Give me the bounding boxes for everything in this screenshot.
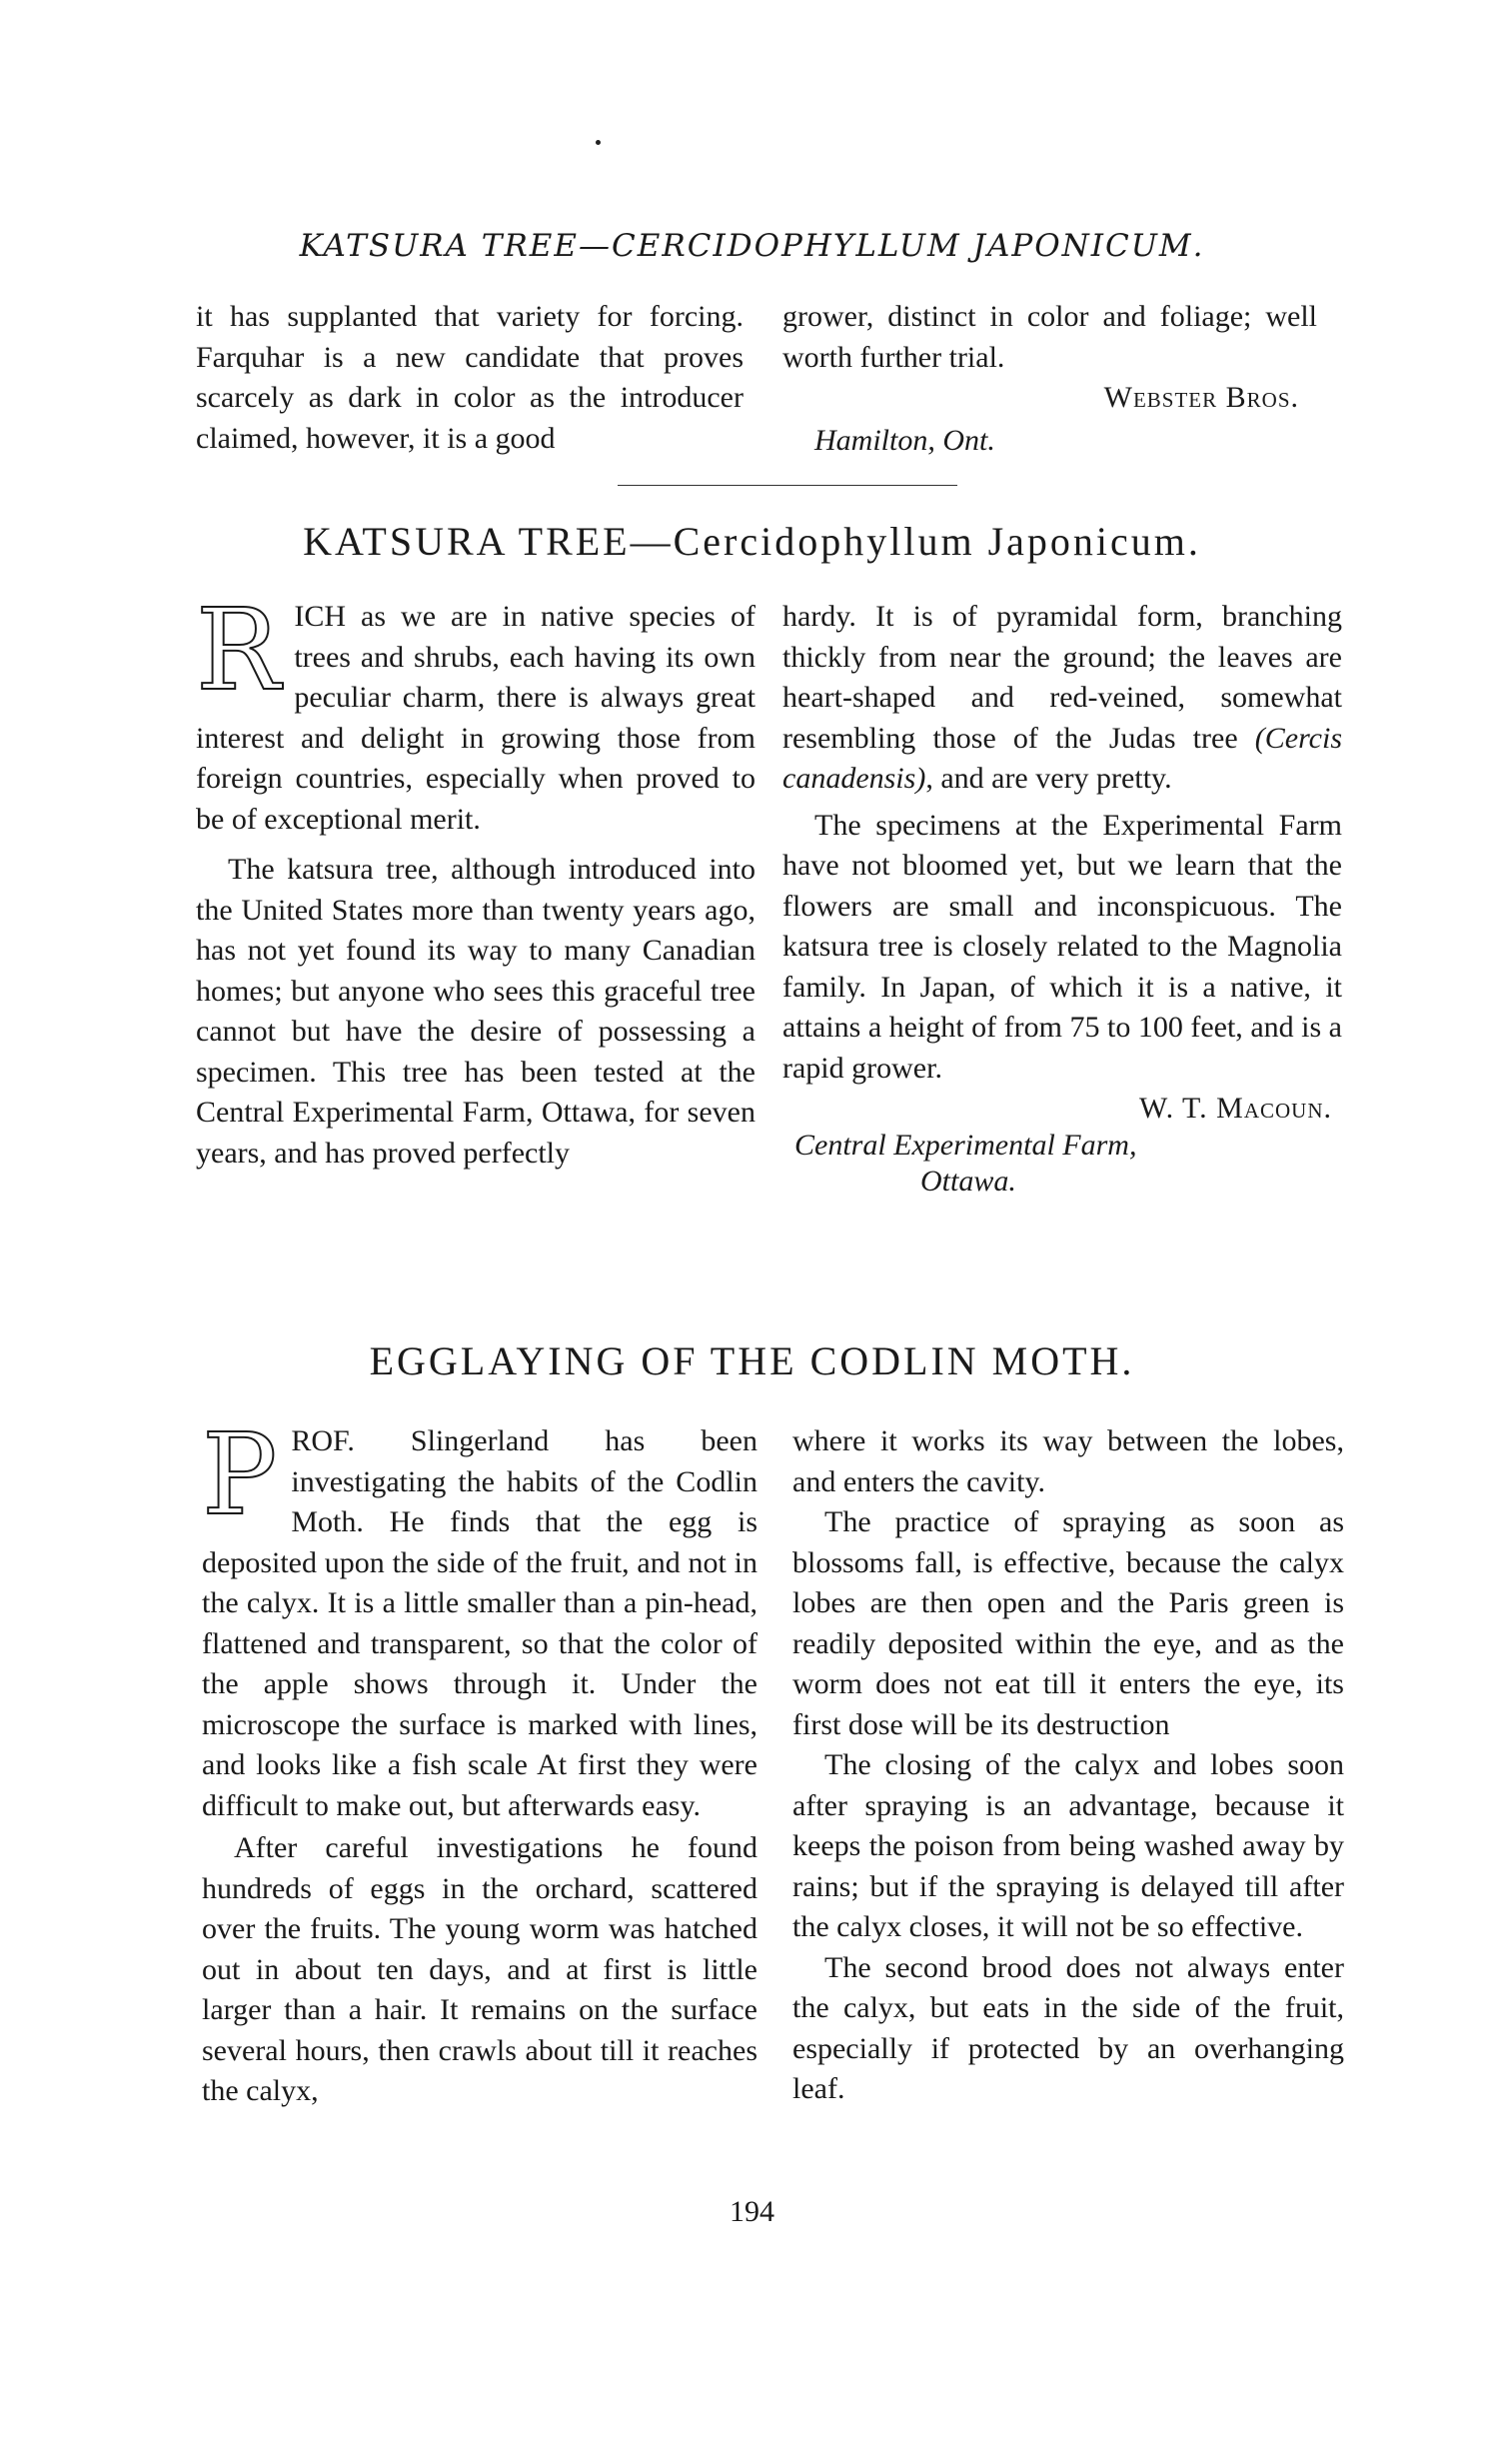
katsura-paragraph-3-end: , and are very pretty. [925,762,1172,795]
prev-article-text-end: grower, distinct in color and foliage; well worth further trial. [782,300,1317,374]
katsura-location: Ottawa. [920,1165,1016,1198]
prev-article-text: it has supplanted that variety for forcing. Farquhar is a new candidate that proves scarcely as dark in color as the introducer claimed, however, it is a good [196,300,744,455]
cercis-species: (Cercis canadensis) [782,721,1342,795]
codlin-left-column [202,1410,757,2112]
prev-article-right-column [782,297,1317,461]
katsura-left-column [196,586,755,1174]
codlin-paragraph-5: The closing of the calyx and lobes soon after spraying is an advantage, because it keeps the poison from being washed away by rains; but if the spraying is delayed till after the calyx closes, it will not be so effective. [792,1748,1344,1943]
katsura-title: KATSURA TREE—Cercidophyllum Japonicum. [303,519,1201,564]
codlin-title: EGGLAYING OF THE CODLIN MOTH. [369,1338,1135,1383]
katsura-paragraph-3-text: hardy. It is of pyramidal form, branching thickly from near the ground; the leaves are heart-shaped and red-veined, somewhat resembling those of the Judas tree [782,600,1342,755]
katsura-affiliation: Central Experimental Farm, [794,1128,1137,1162]
katsura-right-column [782,597,1342,1203]
codlin-paragraph-4: The practice of spraying as soon as blossoms fall, is effective, because the calyx lobes are then open and the Paris green is readily deposited within the eye, and as the worm does not eat till it enters the eye, its first dose will be its destruction [792,1505,1344,1741]
katsura-drop-cap: R [196,586,281,716]
prev-article-signature: Webster Bros. [1103,381,1299,414]
katsura-signature: W. T. Macoun. [1139,1092,1332,1125]
prev-article-left-column [196,297,744,459]
ink-speck [596,140,601,145]
katsura-paragraph-4: The specimens at the Experimental Farm have not bloomed yet, but we learn that the flowers are small and inconspicuous. The katsura tree is closely related to the Magnolia family. In Japan, of which it is a native, it attains a height of from 75 to 100 feet, and is a rapid grower. [782,808,1342,1085]
katsura-paragraph-1-text: ICH as we are in native species of trees and shrubs, each having its own peculiar charm, there is always great interest and delight in growing those from foreign countries, especially when proved to be of exceptional merit. [196,600,755,836]
codlin-right-column [792,1421,1344,2110]
page-number: 194 [730,2195,774,2228]
running-head: KATSURA TREE—CERCIDOPHYLLUM JAPONICUM. [299,228,1205,264]
section-divider [618,485,957,486]
codlin-paragraph-6: The second brood does not always enter the calyx, but eats in the side of the fruit, especially if protected by an overhanging leaf. [792,1950,1344,2105]
codlin-paragraph-1 [202,1410,757,1826]
codlin-paragraph-2: After careful investigations he found hundreds of eggs in the orchard, scattered over the fruits. The young worm was hatched out in about ten days, and at first is little larger than a hair. It remains on the surface several hours, then crawls about till it reaches the calyx, [202,1831,757,2107]
katsura-paragraph-1 [196,586,755,840]
katsura-paragraph-3 [782,597,1342,800]
katsura-paragraph-2: The katsura tree, although introduced into the United States more than twenty years ago, has not yet found its way to many Canadian homes; but anyone who sees this graceful tree cannot but have the desire of possessing a specimen. This tree has been tested at the Central Experimental Farm, Ottawa, for seven years, and has proved perfectly [196,853,755,1170]
codlin-paragraph-1-text: ROF. Slingerland has been investigating the habits of the Codlin Moth. He finds that the egg is deposited upon the side of the fruit, and not in the calyx. It is a little smaller than a pin-head, flattened and transparent, so that the color of the apple shows through it. Under the microscope the surface is marked with lines, and looks like a fish scale At first they were difficult to make out, but afterwards easy. [202,1424,757,1822]
prev-article-place: Hamilton, Ont. [814,423,995,457]
codlin-paragraph-3: where it works its way between the lobes, and enters the cavity. [792,1424,1344,1498]
codlin-drop-cap: P [202,1410,278,1540]
